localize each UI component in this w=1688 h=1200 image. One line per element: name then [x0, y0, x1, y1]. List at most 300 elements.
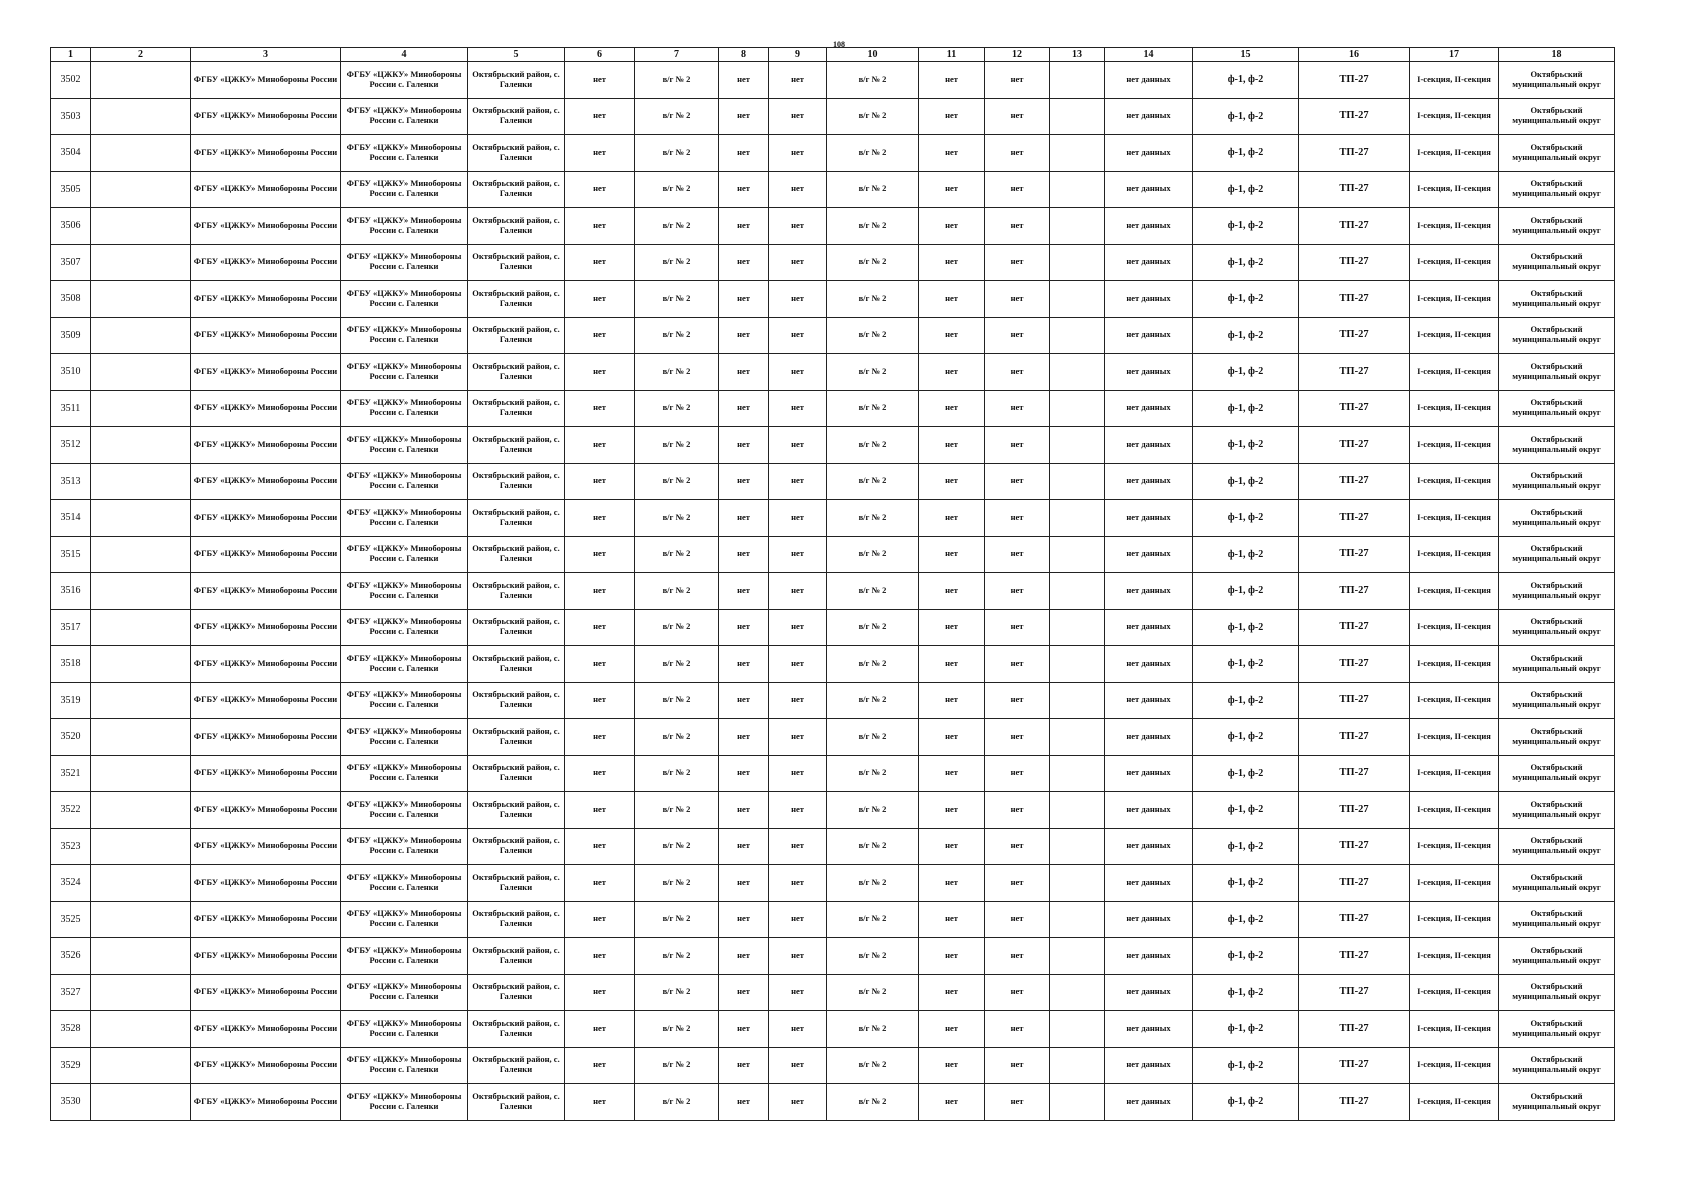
- cell-col-6: нет: [565, 317, 635, 354]
- cell-col-17: I-секция, II-секция: [1410, 244, 1499, 281]
- cell-col-15: ф-1, ф-2: [1193, 427, 1299, 464]
- cell-col-6: нет: [565, 1047, 635, 1084]
- cell-col-16: ТП-27: [1299, 901, 1410, 938]
- registry-table: [50, 47, 1615, 1121]
- cell-col-4: ФГБУ «ЦЖКУ» Минобороны России с. Галенки: [341, 171, 468, 208]
- cell-col-7: в/г № 2: [635, 427, 719, 464]
- cell-col-14: нет данных: [1105, 208, 1193, 245]
- cell-col-10: в/г № 2: [827, 208, 919, 245]
- cell-col-9: нет: [769, 792, 827, 829]
- column-header-10: 10: [827, 48, 919, 62]
- cell-col-3: ФГБУ «ЦЖКУ» Минобороны России: [191, 171, 341, 208]
- cell-col-8: нет: [719, 427, 769, 464]
- cell-col-15: ф-1, ф-2: [1193, 500, 1299, 537]
- cell-col-2: [91, 609, 191, 646]
- column-header-9: 9: [769, 48, 827, 62]
- cell-col-14: нет данных: [1105, 573, 1193, 610]
- cell-col-2: [91, 828, 191, 865]
- cell-col-10: в/г № 2: [827, 317, 919, 354]
- row-number-cell: 3516: [51, 573, 91, 610]
- cell-col-8: нет: [719, 208, 769, 245]
- row-number-cell: 3502: [51, 62, 91, 99]
- cell-col-12: нет: [985, 682, 1050, 719]
- cell-col-16: ТП-27: [1299, 427, 1410, 464]
- cell-col-6: нет: [565, 98, 635, 135]
- cell-col-10: в/г № 2: [827, 171, 919, 208]
- cell-col-11: нет: [919, 609, 985, 646]
- cell-col-16: ТП-27: [1299, 536, 1410, 573]
- cell-col-3: ФГБУ «ЦЖКУ» Минобороны России: [191, 792, 341, 829]
- cell-col-12: нет: [985, 536, 1050, 573]
- cell-col-17: I-секция, II-секция: [1410, 828, 1499, 865]
- cell-col-7: в/г № 2: [635, 1011, 719, 1048]
- cell-col-18: Октябрьский муниципальный округ: [1499, 1011, 1615, 1048]
- cell-col-11: нет: [919, 792, 985, 829]
- cell-col-15: ф-1, ф-2: [1193, 390, 1299, 427]
- cell-col-16: ТП-27: [1299, 390, 1410, 427]
- row-number-cell: 3525: [51, 901, 91, 938]
- table-row: [51, 98, 1615, 135]
- cell-col-2: [91, 208, 191, 245]
- table-row: [51, 317, 1615, 354]
- table-row: [51, 463, 1615, 500]
- cell-col-17: I-секция, II-секция: [1410, 317, 1499, 354]
- cell-col-3: ФГБУ «ЦЖКУ» Минобороны России: [191, 719, 341, 756]
- cell-col-10: в/г № 2: [827, 901, 919, 938]
- cell-col-9: нет: [769, 974, 827, 1011]
- cell-col-6: нет: [565, 719, 635, 756]
- cell-col-17: I-секция, II-секция: [1410, 573, 1499, 610]
- cell-col-5: Октябрьский район, с. Галенки: [468, 354, 565, 391]
- cell-col-8: нет: [719, 463, 769, 500]
- cell-col-18: Октябрьский муниципальный округ: [1499, 244, 1615, 281]
- cell-col-3: ФГБУ «ЦЖКУ» Минобороны России: [191, 682, 341, 719]
- cell-col-15: ф-1, ф-2: [1193, 463, 1299, 500]
- cell-col-12: нет: [985, 354, 1050, 391]
- cell-col-16: ТП-27: [1299, 463, 1410, 500]
- cell-col-9: нет: [769, 98, 827, 135]
- cell-col-7: в/г № 2: [635, 865, 719, 902]
- table-row: [51, 536, 1615, 573]
- cell-col-11: нет: [919, 536, 985, 573]
- cell-col-15: ф-1, ф-2: [1193, 938, 1299, 975]
- cell-col-7: в/г № 2: [635, 354, 719, 391]
- cell-col-15: ф-1, ф-2: [1193, 682, 1299, 719]
- cell-col-4: ФГБУ «ЦЖКУ» Минобороны России с. Галенки: [341, 1047, 468, 1084]
- cell-col-6: нет: [565, 865, 635, 902]
- cell-col-12: нет: [985, 865, 1050, 902]
- cell-col-4: ФГБУ «ЦЖКУ» Минобороны России с. Галенки: [341, 974, 468, 1011]
- table-row: [51, 646, 1615, 683]
- cell-col-3: ФГБУ «ЦЖКУ» Минобороны России: [191, 244, 341, 281]
- cell-col-3: ФГБУ «ЦЖКУ» Минобороны России: [191, 573, 341, 610]
- cell-col-6: нет: [565, 171, 635, 208]
- cell-col-9: нет: [769, 646, 827, 683]
- cell-col-12: нет: [985, 938, 1050, 975]
- row-number-cell: 3527: [51, 974, 91, 1011]
- cell-col-16: ТП-27: [1299, 281, 1410, 318]
- cell-col-3: ФГБУ «ЦЖКУ» Минобороны России: [191, 828, 341, 865]
- cell-col-10: в/г № 2: [827, 828, 919, 865]
- cell-col-4: ФГБУ «ЦЖКУ» Минобороны России с. Галенки: [341, 1011, 468, 1048]
- cell-col-3: ФГБУ «ЦЖКУ» Минобороны России: [191, 208, 341, 245]
- row-number-cell: 3508: [51, 281, 91, 318]
- cell-col-8: нет: [719, 536, 769, 573]
- column-header-6: 6: [565, 48, 635, 62]
- cell-col-14: нет данных: [1105, 865, 1193, 902]
- row-number-cell: 3506: [51, 208, 91, 245]
- cell-col-16: ТП-27: [1299, 682, 1410, 719]
- cell-col-7: в/г № 2: [635, 901, 719, 938]
- cell-col-13: [1050, 573, 1105, 610]
- column-header-4: 4: [341, 48, 468, 62]
- cell-col-15: ф-1, ф-2: [1193, 317, 1299, 354]
- cell-col-15: ф-1, ф-2: [1193, 755, 1299, 792]
- row-number-cell: 3509: [51, 317, 91, 354]
- cell-col-11: нет: [919, 317, 985, 354]
- cell-col-15: ф-1, ф-2: [1193, 974, 1299, 1011]
- cell-col-3: ФГБУ «ЦЖКУ» Минобороны России: [191, 865, 341, 902]
- cell-col-5: Октябрьский район, с. Галенки: [468, 536, 565, 573]
- column-number-row: [51, 48, 1615, 62]
- table-row: [51, 828, 1615, 865]
- row-number-cell: 3519: [51, 682, 91, 719]
- cell-col-13: [1050, 682, 1105, 719]
- cell-col-14: нет данных: [1105, 427, 1193, 464]
- cell-col-2: [91, 463, 191, 500]
- cell-col-9: нет: [769, 354, 827, 391]
- cell-col-4: ФГБУ «ЦЖКУ» Минобороны России с. Галенки: [341, 1084, 468, 1121]
- cell-col-13: [1050, 901, 1105, 938]
- cell-col-8: нет: [719, 792, 769, 829]
- row-number-cell: 3505: [51, 171, 91, 208]
- cell-col-3: ФГБУ «ЦЖКУ» Минобороны России: [191, 500, 341, 537]
- cell-col-5: Октябрьский район, с. Галенки: [468, 865, 565, 902]
- cell-col-15: ф-1, ф-2: [1193, 609, 1299, 646]
- cell-col-3: ФГБУ «ЦЖКУ» Минобороны России: [191, 1011, 341, 1048]
- cell-col-15: ф-1, ф-2: [1193, 98, 1299, 135]
- cell-col-2: [91, 171, 191, 208]
- cell-col-12: нет: [985, 573, 1050, 610]
- table-row: [51, 208, 1615, 245]
- cell-col-2: [91, 536, 191, 573]
- cell-col-4: ФГБУ «ЦЖКУ» Минобороны России с. Галенки: [341, 463, 468, 500]
- cell-col-8: нет: [719, 98, 769, 135]
- cell-col-2: [91, 901, 191, 938]
- cell-col-6: нет: [565, 463, 635, 500]
- cell-col-16: ТП-27: [1299, 865, 1410, 902]
- row-number-cell: 3503: [51, 98, 91, 135]
- cell-col-18: Октябрьский муниципальный округ: [1499, 317, 1615, 354]
- cell-col-10: в/г № 2: [827, 573, 919, 610]
- cell-col-18: Октябрьский муниципальный округ: [1499, 536, 1615, 573]
- cell-col-16: ТП-27: [1299, 828, 1410, 865]
- table-row: [51, 719, 1615, 756]
- cell-col-14: нет данных: [1105, 62, 1193, 99]
- cell-col-15: ф-1, ф-2: [1193, 208, 1299, 245]
- cell-col-12: нет: [985, 317, 1050, 354]
- cell-col-8: нет: [719, 171, 769, 208]
- cell-col-18: Октябрьский муниципальный округ: [1499, 208, 1615, 245]
- cell-col-6: нет: [565, 792, 635, 829]
- cell-col-17: I-секция, II-секция: [1410, 281, 1499, 318]
- cell-col-9: нет: [769, 755, 827, 792]
- cell-col-12: нет: [985, 1047, 1050, 1084]
- cell-col-6: нет: [565, 427, 635, 464]
- cell-col-17: I-секция, II-секция: [1410, 1084, 1499, 1121]
- row-number-cell: 3523: [51, 828, 91, 865]
- cell-col-10: в/г № 2: [827, 865, 919, 902]
- column-header-2: 2: [91, 48, 191, 62]
- cell-col-11: нет: [919, 755, 985, 792]
- cell-col-18: Октябрьский муниципальный округ: [1499, 938, 1615, 975]
- row-number-cell: 3528: [51, 1011, 91, 1048]
- row-number-cell: 3517: [51, 609, 91, 646]
- cell-col-16: ТП-27: [1299, 1047, 1410, 1084]
- cell-col-16: ТП-27: [1299, 244, 1410, 281]
- cell-col-7: в/г № 2: [635, 135, 719, 172]
- cell-col-17: I-секция, II-секция: [1410, 682, 1499, 719]
- cell-col-7: в/г № 2: [635, 755, 719, 792]
- table-body: [51, 62, 1615, 1121]
- cell-col-10: в/г № 2: [827, 427, 919, 464]
- cell-col-9: нет: [769, 244, 827, 281]
- column-header-11: 11: [919, 48, 985, 62]
- cell-col-18: Октябрьский муниципальный округ: [1499, 755, 1615, 792]
- cell-col-18: Октябрьский муниципальный округ: [1499, 354, 1615, 391]
- cell-col-2: [91, 1084, 191, 1121]
- table-row: [51, 427, 1615, 464]
- column-header-3: 3: [191, 48, 341, 62]
- cell-col-7: в/г № 2: [635, 62, 719, 99]
- cell-col-5: Октябрьский район, с. Галенки: [468, 244, 565, 281]
- cell-col-6: нет: [565, 974, 635, 1011]
- cell-col-14: нет данных: [1105, 938, 1193, 975]
- cell-col-4: ФГБУ «ЦЖКУ» Минобороны России с. Галенки: [341, 427, 468, 464]
- table-row: [51, 865, 1615, 902]
- column-header-14: 14: [1105, 48, 1193, 62]
- cell-col-4: ФГБУ «ЦЖКУ» Минобороны России с. Галенки: [341, 317, 468, 354]
- cell-col-4: ФГБУ «ЦЖКУ» Минобороны России с. Галенки: [341, 792, 468, 829]
- cell-col-2: [91, 135, 191, 172]
- cell-col-10: в/г № 2: [827, 938, 919, 975]
- cell-col-17: I-секция, II-секция: [1410, 62, 1499, 99]
- cell-col-13: [1050, 1047, 1105, 1084]
- cell-col-15: ф-1, ф-2: [1193, 719, 1299, 756]
- cell-col-14: нет данных: [1105, 1047, 1193, 1084]
- cell-col-17: I-секция, II-секция: [1410, 536, 1499, 573]
- cell-col-14: нет данных: [1105, 901, 1193, 938]
- column-header-8: 8: [719, 48, 769, 62]
- cell-col-7: в/г № 2: [635, 828, 719, 865]
- cell-col-11: нет: [919, 719, 985, 756]
- cell-col-2: [91, 390, 191, 427]
- cell-col-2: [91, 354, 191, 391]
- cell-col-2: [91, 317, 191, 354]
- cell-col-5: Октябрьский район, с. Галенки: [468, 719, 565, 756]
- cell-col-2: [91, 865, 191, 902]
- cell-col-12: нет: [985, 755, 1050, 792]
- cell-col-12: нет: [985, 208, 1050, 245]
- cell-col-14: нет данных: [1105, 135, 1193, 172]
- cell-col-15: ф-1, ф-2: [1193, 244, 1299, 281]
- cell-col-17: I-секция, II-секция: [1410, 171, 1499, 208]
- cell-col-8: нет: [719, 938, 769, 975]
- cell-col-5: Октябрьский район, с. Галенки: [468, 828, 565, 865]
- column-header-1: 1: [51, 48, 91, 62]
- cell-col-13: [1050, 609, 1105, 646]
- cell-col-3: ФГБУ «ЦЖКУ» Минобороны России: [191, 1047, 341, 1084]
- cell-col-5: Октябрьский район, с. Галенки: [468, 938, 565, 975]
- cell-col-2: [91, 500, 191, 537]
- cell-col-12: нет: [985, 98, 1050, 135]
- cell-col-4: ФГБУ «ЦЖКУ» Минобороны России с. Галенки: [341, 354, 468, 391]
- cell-col-8: нет: [719, 500, 769, 537]
- cell-col-5: Октябрьский район, с. Галенки: [468, 974, 565, 1011]
- cell-col-10: в/г № 2: [827, 463, 919, 500]
- cell-col-9: нет: [769, 1084, 827, 1121]
- cell-col-9: нет: [769, 500, 827, 537]
- cell-col-10: в/г № 2: [827, 792, 919, 829]
- cell-col-3: ФГБУ «ЦЖКУ» Минобороны России: [191, 609, 341, 646]
- cell-col-3: ФГБУ «ЦЖКУ» Минобороны России: [191, 901, 341, 938]
- cell-col-18: Октябрьский муниципальный округ: [1499, 463, 1615, 500]
- cell-col-11: нет: [919, 500, 985, 537]
- cell-col-15: ф-1, ф-2: [1193, 1047, 1299, 1084]
- cell-col-13: [1050, 828, 1105, 865]
- cell-col-15: ф-1, ф-2: [1193, 646, 1299, 683]
- cell-col-7: в/г № 2: [635, 719, 719, 756]
- cell-col-14: нет данных: [1105, 390, 1193, 427]
- cell-col-13: [1050, 865, 1105, 902]
- cell-col-8: нет: [719, 135, 769, 172]
- cell-col-10: в/г № 2: [827, 536, 919, 573]
- cell-col-6: нет: [565, 208, 635, 245]
- cell-col-9: нет: [769, 1011, 827, 1048]
- cell-col-9: нет: [769, 62, 827, 99]
- cell-col-13: [1050, 171, 1105, 208]
- cell-col-17: I-секция, II-секция: [1410, 135, 1499, 172]
- table-row: [51, 390, 1615, 427]
- cell-col-13: [1050, 98, 1105, 135]
- cell-col-11: нет: [919, 427, 985, 464]
- cell-col-8: нет: [719, 828, 769, 865]
- cell-col-11: нет: [919, 865, 985, 902]
- cell-col-5: Октябрьский район, с. Галенки: [468, 281, 565, 318]
- cell-col-9: нет: [769, 317, 827, 354]
- cell-col-8: нет: [719, 390, 769, 427]
- cell-col-13: [1050, 719, 1105, 756]
- cell-col-9: нет: [769, 828, 827, 865]
- cell-col-8: нет: [719, 974, 769, 1011]
- cell-col-2: [91, 646, 191, 683]
- cell-col-16: ТП-27: [1299, 135, 1410, 172]
- cell-col-17: I-секция, II-секция: [1410, 719, 1499, 756]
- cell-col-18: Октябрьский муниципальный округ: [1499, 500, 1615, 537]
- cell-col-11: нет: [919, 463, 985, 500]
- cell-col-7: в/г № 2: [635, 682, 719, 719]
- cell-col-7: в/г № 2: [635, 208, 719, 245]
- cell-col-7: в/г № 2: [635, 98, 719, 135]
- cell-col-7: в/г № 2: [635, 938, 719, 975]
- cell-col-12: нет: [985, 427, 1050, 464]
- cell-col-13: [1050, 974, 1105, 1011]
- row-number-cell: 3521: [51, 755, 91, 792]
- column-header-12: 12: [985, 48, 1050, 62]
- cell-col-15: ф-1, ф-2: [1193, 865, 1299, 902]
- cell-col-13: [1050, 646, 1105, 683]
- cell-col-11: нет: [919, 281, 985, 318]
- cell-col-18: Октябрьский муниципальный округ: [1499, 719, 1615, 756]
- cell-col-17: I-секция, II-секция: [1410, 609, 1499, 646]
- cell-col-10: в/г № 2: [827, 646, 919, 683]
- cell-col-9: нет: [769, 390, 827, 427]
- cell-col-13: [1050, 390, 1105, 427]
- cell-col-2: [91, 98, 191, 135]
- cell-col-4: ФГБУ «ЦЖКУ» Минобороны России с. Галенки: [341, 719, 468, 756]
- cell-col-16: ТП-27: [1299, 500, 1410, 537]
- cell-col-14: нет данных: [1105, 463, 1193, 500]
- cell-col-2: [91, 682, 191, 719]
- cell-col-14: нет данных: [1105, 974, 1193, 1011]
- cell-col-18: Октябрьский муниципальный округ: [1499, 646, 1615, 683]
- cell-col-16: ТП-27: [1299, 719, 1410, 756]
- table-row: [51, 792, 1615, 829]
- cell-col-10: в/г № 2: [827, 135, 919, 172]
- cell-col-12: нет: [985, 792, 1050, 829]
- cell-col-13: [1050, 354, 1105, 391]
- cell-col-5: Октябрьский район, с. Галенки: [468, 62, 565, 99]
- cell-col-17: I-секция, II-секция: [1410, 865, 1499, 902]
- cell-col-11: нет: [919, 171, 985, 208]
- cell-col-13: [1050, 755, 1105, 792]
- cell-col-5: Октябрьский район, с. Галенки: [468, 792, 565, 829]
- cell-col-7: в/г № 2: [635, 646, 719, 683]
- column-header-5: 5: [468, 48, 565, 62]
- cell-col-8: нет: [719, 646, 769, 683]
- cell-col-7: в/г № 2: [635, 390, 719, 427]
- cell-col-5: Октябрьский район, с. Галенки: [468, 609, 565, 646]
- cell-col-4: ФГБУ «ЦЖКУ» Минобороны России с. Галенки: [341, 500, 468, 537]
- cell-col-8: нет: [719, 719, 769, 756]
- cell-col-6: нет: [565, 244, 635, 281]
- cell-col-4: ФГБУ «ЦЖКУ» Минобороны России с. Галенки: [341, 208, 468, 245]
- cell-col-12: нет: [985, 609, 1050, 646]
- table-row: [51, 244, 1615, 281]
- row-number-cell: 3530: [51, 1084, 91, 1121]
- cell-col-12: нет: [985, 62, 1050, 99]
- cell-col-15: ф-1, ф-2: [1193, 901, 1299, 938]
- cell-col-14: нет данных: [1105, 828, 1193, 865]
- cell-col-14: нет данных: [1105, 317, 1193, 354]
- cell-col-6: нет: [565, 755, 635, 792]
- cell-col-17: I-секция, II-секция: [1410, 1047, 1499, 1084]
- cell-col-13: [1050, 792, 1105, 829]
- cell-col-7: в/г № 2: [635, 609, 719, 646]
- cell-col-16: ТП-27: [1299, 974, 1410, 1011]
- cell-col-5: Октябрьский район, с. Галенки: [468, 135, 565, 172]
- cell-col-7: в/г № 2: [635, 281, 719, 318]
- cell-col-13: [1050, 427, 1105, 464]
- cell-col-17: I-секция, II-секция: [1410, 792, 1499, 829]
- cell-col-9: нет: [769, 865, 827, 902]
- cell-col-7: в/г № 2: [635, 244, 719, 281]
- column-header-15: 15: [1193, 48, 1299, 62]
- cell-col-3: ФГБУ «ЦЖКУ» Минобороны России: [191, 98, 341, 135]
- cell-col-6: нет: [565, 828, 635, 865]
- cell-col-3: ФГБУ «ЦЖКУ» Минобороны России: [191, 135, 341, 172]
- cell-col-7: в/г № 2: [635, 573, 719, 610]
